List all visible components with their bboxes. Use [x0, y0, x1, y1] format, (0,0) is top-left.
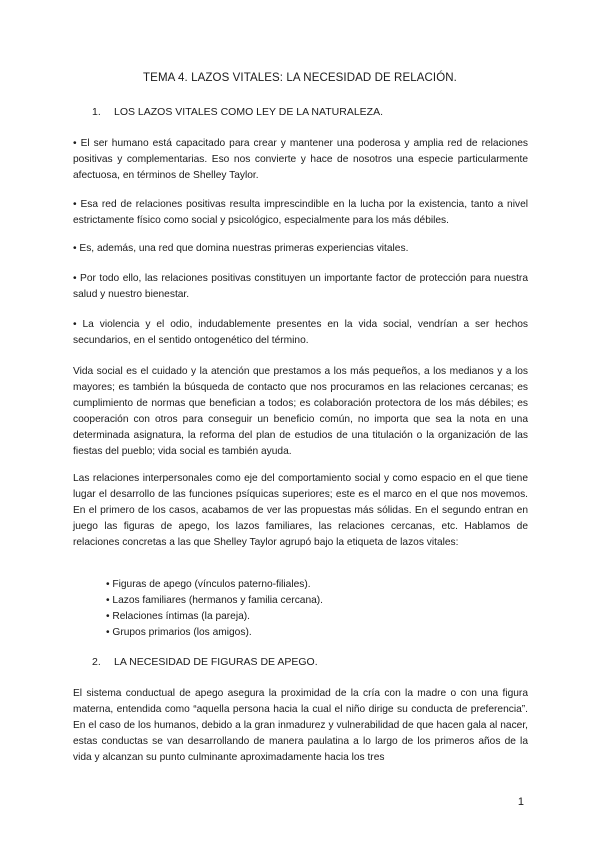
body-paragraph: Vida social es el cuidado y la atención que prestamos a los más pequeños, a los medianos y a los mayores; es también la búsqueda de contacto que nos procuramos en las relaciones cercanas; es cumplimiento de normas que benefician a todos; es colaboración protectora de los más débiles; es cooperación con otros para conseguir un beneficio común, no importa que sea la nota en una determinada asignatura, la reforma del plan de estudios de una titulación o la organización de las fiestas del pueblo; vida social es también ayuda. — [73, 366, 528, 457]
section-2-heading — [92, 656, 318, 668]
document-title: TEMA 4. LAZOS VITALES: LA NECESIDAD DE RELACIÓN. — [143, 72, 457, 84]
page-number: 1 — [517, 796, 524, 808]
body-paragraph: Las relaciones interpersonales como eje del comportamiento social y como espacio en el que tiene lugar el desarrollo de las funciones psíquicas superiores; este es el marco en el que nos movemos. En el primero de los casos, acabamos de ver las propuestas más sólidas. En el segundo entran en juego las figuras de apego, los lazos familiares, las relaciones cercanas, etc. Hablamos de relaciones concretas a las que Shelley Taylor agrupó bajo la etiqueta de lazos vitales: — [73, 473, 528, 548]
list-item: • Figuras de apego (vínculos paterno-filiales). — [106, 579, 311, 590]
section-2-number: 2. — [92, 656, 101, 668]
section-2-title: LA NECESIDAD DE FIGURAS DE APEGO. — [114, 656, 318, 668]
bullet-paragraph: • La violencia y el odio, indudablemente presentes en la vida social, vendrían a ser hechos secundarios, en el sentido ontogenético del término. — [73, 319, 528, 346]
section-1-number: 1. — [92, 106, 101, 118]
bullet-paragraph: • Es, además, una red que domina nuestras primeras experiencias vitales. — [73, 243, 409, 254]
body-paragraph: El sistema conductual de apego asegura la proximidad de la cría con la madre o con una figura materna, entendida como “aquella persona hacia la cual el niño dirige su conducta de preferencia”. En el caso de los humanos, debido a la gran inmadurez y vulnerabilidad de que hacen gala al nacer, estas conductas se van desarrollando de manera paulatina a lo largo de los primeros años de la vida y alcanzan su punto culminante aproximadamente hacia los tres — [73, 688, 528, 763]
list-item: • Relaciones íntimas (la pareja). — [106, 611, 250, 622]
bullet-paragraph: • El ser humano está capacitado para crear y mantener una poderosa y amplia red de relaciones positivas y complementarias. Eso nos convierte y hace de nosotros una especie particularmente afectuosa, en términos de Shelley Taylor. — [73, 138, 528, 181]
bullet-paragraph: • Esa red de relaciones positivas resulta imprescindible en la lucha por la existencia, tanto a nivel estrictamente físico como social y psicológico, especialmente para los más débiles. — [73, 199, 528, 226]
lazos-vitales-list — [106, 577, 323, 641]
section-1-title: LOS LAZOS VITALES COMO LEY DE LA NATURALEZA. — [114, 106, 384, 118]
list-item: • Lazos familiares (hermanos y familia cercana). — [106, 595, 324, 606]
section-1-heading — [92, 106, 383, 118]
list-item: • Grupos primarios (los amigos). — [106, 627, 252, 638]
bullet-paragraph: • Por todo ello, las relaciones positivas constituyen un importante factor de protección para nuestra salud y nuestro bienestar. — [73, 273, 528, 300]
